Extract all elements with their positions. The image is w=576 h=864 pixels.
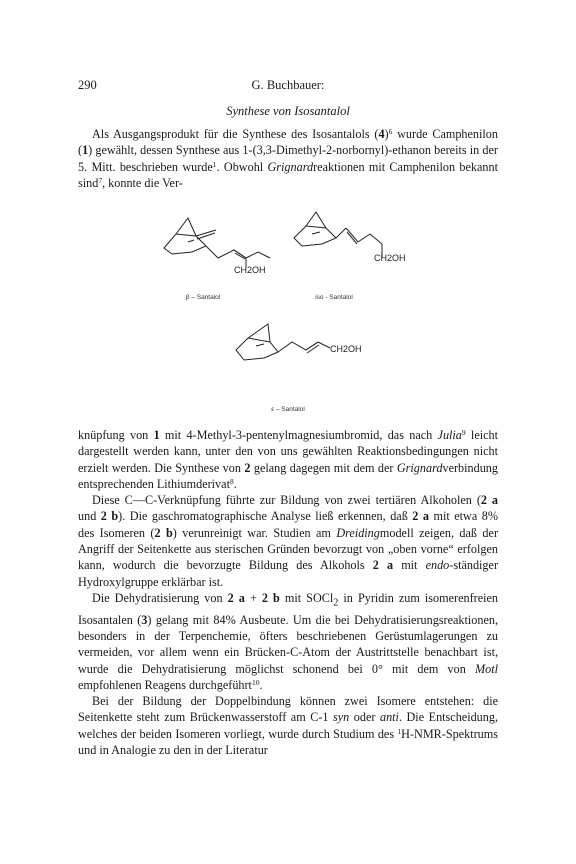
compound-ref: 2 b [100,509,119,524]
text-run: H-NMR-Spektrums und in Analogie zu den in der Literatur [78,726,498,758]
text-run: . Die Entscheidung, welches der beiden Isomeren vorliegt, wurde durch Studium des [78,710,499,741]
compound-ref: 2 a [480,493,499,508]
running-head: G. Buchbauer: [251,78,325,92]
text-run: . [259,677,263,692]
text-run: mit 4-Methyl-3-pentenylmagnesiumbromid, das nach [159,428,438,442]
footnote-ref: 7 [98,175,103,185]
beta-santalol-structure [158,212,288,274]
compound-ref: 2 [244,460,251,475]
text-run: ) [384,127,389,141]
text-run: mit [393,558,426,573]
epsilon-santalol-caption: ε – Santalol [271,406,305,413]
compound-ref: 2 a [372,558,394,573]
ch2oh-label: CH2OH [234,265,266,274]
compound-ref: 2 b [154,525,173,540]
iso-santalol-structure [288,208,438,268]
footnote-ref: 8 [229,476,234,486]
iso-santalol-drawing [288,208,438,268]
text-run: oder [349,710,380,725]
text-run: modell zeigen, daß der Angriff der Seitenkette aus sterischen Gründen bevorzugt von „oben vorne“ erfolgen kann, wodurch die bevorzugte Bildung des Alkohols [78,525,498,573]
paragraph-4 [78,590,498,693]
footnote-ref: 1 [397,726,402,736]
paragraph-3 [78,492,498,590]
text-run: ) verunreinigt war. Studien am [172,525,337,540]
compound-ref: 2 b [261,590,280,605]
ch2oh-label: CH2OH [330,344,362,354]
italic-name: Dreiding [336,525,380,540]
compound-ref: 1 [82,143,89,158]
iso-santalol-caption: iso - Santalol [315,294,353,301]
subscript: 2 [333,597,339,609]
text-run: Die Dehydratisierung von [92,590,228,605]
beta-santalol-drawing [158,212,288,274]
text-run: in Pyridin zum isomerenfreien Isosantalen ( [78,590,499,627]
body-text-block [78,427,498,758]
text-run: mit etwa 8% des Isomeren ( [78,509,499,540]
text-run: Diese C—C-Verknüpfung führte zur Bildung von zwei tertiären Alkoholen ( [92,493,481,508]
text-run: knüpfung von [78,428,154,442]
footnote-ref: 10 [251,677,260,687]
text-run: -ständiger Hydroxylgruppe erklärbar ist. [78,558,498,589]
text-run: ) gewählt, dessen Synthese aus 1-(3,3-Dimethyl-2-norbornyl)-ethanon bereits in der 5. Mitt. beschrieben wurde [78,143,498,174]
text-run: ) gelang mit 84% Ausbeute. Um die bei Dehydratisierungsreaktionen, besonders in der Terpenchemie, öfters beschriebenen Gerüstumlagerungen zu vermeiden, vor allem wenn ein Brücken-C-Atom der Austrittstelle benachbart ist, wurde die Dehydratisierung möglichst schonend bei 0° mit dem von [78,612,499,676]
intro-paragraph-block [78,126,498,191]
footnote-ref: 6 [388,127,393,136]
epsilon-santalol-structure [230,320,380,378]
compound-ref: 1 [153,428,160,442]
text-run: + [244,590,262,605]
paragraph-2 [78,427,498,492]
text-run: mit SOCl [279,590,334,605]
italic-name: Grignard [267,159,314,174]
text-run: wurde Camphenilon ( [78,127,498,158]
text-run: . [233,476,237,491]
paragraph-1 [78,126,498,191]
text-run: , konnte die Ver- [102,175,183,190]
page-header [78,78,498,94]
beta-santalol-caption: β – Santalol [185,294,221,301]
text-run: reaktionen mit Camphenilon bekannt sind [78,159,498,190]
footnote-ref: 9 [461,428,466,437]
compound-ref: 2 a [412,509,429,524]
page-number: 290 [78,78,97,92]
paragraph-5 [78,693,498,758]
text-run: gelang dagegen mit dem der [250,460,397,475]
epsilon-santalol-drawing [230,320,380,378]
text-run: . Obwohl [216,159,268,174]
section-title: Synthese von Isosantalol [226,104,350,118]
italic-name: Motl [474,661,498,676]
text-run: Bei der Bildung der Doppelbindung können zwei Isomere entstehen: die Seitenkette steht zum Brückenwasserstoff am C-1 [78,694,498,725]
text-run: leicht dargestellt werden kann, unter den von uns gewählten Reaktionsbedingungen nicht erzielt werden. Die Synthese von [78,428,499,475]
italic-name: Julia [437,428,462,442]
italic-name: syn [333,710,350,725]
italic-name: Grignard [396,460,443,475]
ch2oh-label: CH2OH [374,253,406,263]
text-run: empfohlenen Reagens durchgeführt [78,677,252,692]
footnote-ref: 1 [212,159,217,169]
italic-name: anti [379,710,399,725]
text-run: und [78,509,101,524]
italic-name: endo [425,558,450,573]
text-run: ). Die gaschromatographische Analyse ließ erkennen, daß [118,509,413,524]
text-run: Als Ausgangsprodukt für die Synthese des Isosantalols ( [92,127,379,141]
compound-ref: 4 [378,127,385,141]
text-run: verbindung entsprechenden Lithiumderivat [78,460,498,491]
compound-ref: 2 a [227,590,245,605]
compound-ref: 3 [141,612,148,627]
